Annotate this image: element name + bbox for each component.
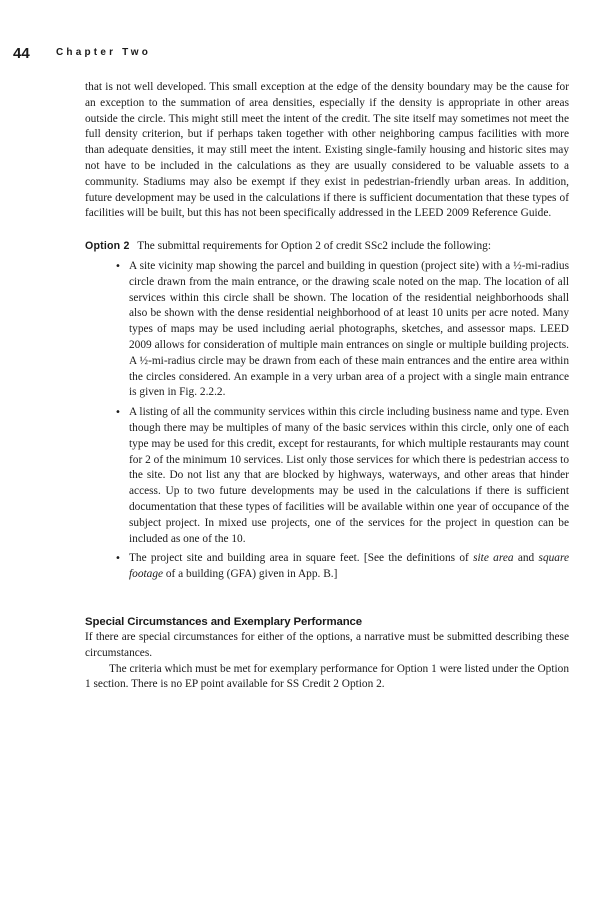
bullet-icon: • — [115, 553, 121, 565]
term-square-footage: square footage — [129, 552, 569, 581]
page-number: 44 — [13, 45, 30, 62]
exemplary-performance-paragraph: The criteria which must be met for exemplary performance for Option 1 were listed under the Option 1 section. There is no EP point available for SS Credit 2 Option 2. — [85, 662, 569, 691]
continued-paragraph: that is not well developed. This small exception at the edge of the density boundary may be the cause for an exception to the summation of area densities, especially if the density is appropriate in other areas outside the circle. This might still meet the intent of the credit. The site itself may sometimes not meet the full density criterion, but if perhaps taken together with other neighboring campus facilities with more than adequate densities, it may still meet the intent. Existing single-family housing and historic sites may not have to be included in the calculations as they are usually considered to be valuable assets to a community. Stadiums may also be exempt if they exist in pedestrian-friendly urban areas. In addition, future development may be used in the calculations if there is sufficient documentation that these types of facilities will be built, but this has not been specifically addressed in the LEED 2009 Reference Guide. — [85, 81, 569, 220]
bullet-icon: • — [115, 407, 121, 419]
bullet-icon: • — [115, 260, 121, 272]
term-site-area: site area — [473, 552, 514, 565]
option-2-intro: The submittal requirements for Option 2 of credit SSc2 include the following: — [137, 240, 491, 253]
special-circumstances-paragraph: If there are special circumstances for either of the options, a narrative must be submitted describing these circumstances. — [85, 630, 569, 659]
chapter-title: Chapter Two — [56, 47, 152, 58]
list-item-text-part: of a building (GFA) given in App. B.] — [163, 568, 338, 581]
list-item-text-part: and — [513, 552, 539, 565]
list-item — [85, 551, 569, 583]
list-item-text: A site vicinity map showing the parcel and building in question (project site) with a ½-mi-radius circle drawn from the main entrance, or the drawing scale noted on the map. The location of all services within this circle shall be shown. The location of the residential neighborhoods shall also be shown with the dense residential neighborhood of at least 10 units per acre noted. Many types of maps may be used including aerial photographs, sketches, and assessor maps. LEED 2009 allows for consideration of multiple main entrances on single or multiple building projects. A ½-mi-radius circle may be drawn from each of these main entrances and the entire area within the circles considered. An example in a very urban area of a project with a single main entrance is given in Fig. 2.2.2. — [129, 259, 569, 399]
option-2-paragraph — [85, 239, 569, 255]
body-text — [85, 80, 569, 693]
list-item-text-part: The project site and building area in square feet. [See the definitions of — [129, 552, 474, 565]
submittal-requirements-list — [85, 259, 569, 583]
section-heading: Special Circumstances and Exemplary Performance — [85, 615, 363, 628]
list-item-text: A listing of all the community services within this circle including business name and type. Even though there may be multiples of many of the basic services within this circle, only one of each type may be used for this credit, except for restaurants, for which multiple restaurants may count for 2 of the minimum 10 services. List only those services for which there is pedestrian access to the site. Do not list any that are blocked by highways, waterways, and other areas that hinder access. Up to two future developments may be used in the calculations if there is sufficient documentation that these types of facilities will be available within one year of occupance of the subject project. In mixed use projects, one of the services for the project in question can be included as one of the 10. — [129, 406, 569, 545]
list-item — [85, 405, 569, 547]
option-2-label: Option 2 — [85, 240, 130, 253]
list-item — [85, 259, 569, 401]
